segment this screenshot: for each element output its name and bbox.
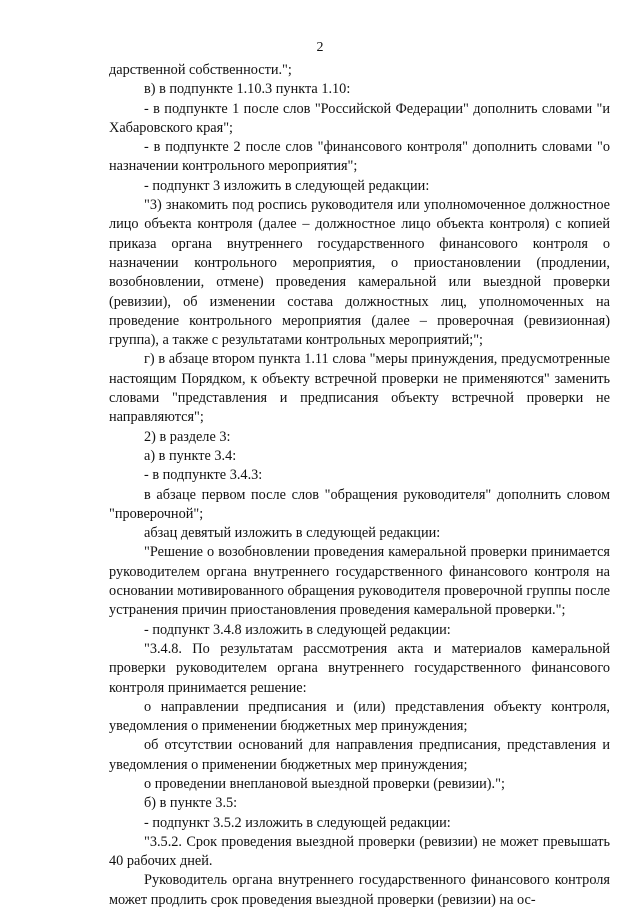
page-number: 2 (316, 40, 324, 55)
document-paragraph: Руководитель органа внутреннего государственного финансового контроля может продлить срок проведения выездной проверки (ревизии) на ос- (109, 872, 610, 908)
document-paragraph: о проведении внеплановой выездной проверки (ревизии)."; (144, 775, 505, 792)
document-paragraph: - в подпункте 2 после слов "финансового контроля" дополнить словами "о назначении контрольного мероприятия"; (109, 139, 610, 175)
document-paragraph: "3) знакомить под роспись руководителя или уполномоченное должностное лицо объекта контроля (далее – должностное лицо объекта контроля) с копией приказа органа внутреннего государственного финансового контроля о назначении контрольного мероприятия, о приостановлении (продлении, возобновлении, отмене) проведения камеральной или выездной проверки (ревизии), об изменении состава должностных лиц, уполномоченных на проведение контрольного мероприятия (далее – проверочная (ревизионная) группа), а также с результатами контрольных мероприятий;"; (109, 197, 610, 349)
document-paragraph: - подпункт 3 изложить в следующей редакции: (144, 177, 430, 194)
document-paragraph: - подпункт 3.5.2 изложить в следующей редакции: (144, 814, 451, 831)
document-paragraph: "Решение о возобновлении проведения камеральной проверки принимается руководителем органа внутреннего государственного финансового контроля на основании мотивированного обращения руководителя проверочной группы после устранения причин приостановления проведения камеральной проверки."; (109, 544, 610, 619)
document-paragraph: об отсутствии оснований для направления предписания, представления и уведомления о применении бюджетных мер принуждения; (109, 737, 610, 773)
document-paragraph: а) в пункте 3.4: (144, 447, 237, 464)
document-paragraph: б) в пункте 3.5: (144, 795, 238, 812)
document-paragraph: "3.5.2. Срок проведения выездной проверки (ревизии) не может превышать 40 рабочих дней. (109, 833, 610, 870)
document-body (109, 61, 610, 910)
document-paragraph: в) в подпункте 1.10.3 пункта 1.10: (144, 81, 351, 98)
document-paragraph: дарственной собственности."; (109, 62, 292, 78)
document-paragraph: "3.4.8. По результатам рассмотрения акта и материалов камеральной проверки руководителем органа внутреннего государственного финансового контроля принимается решение: (109, 640, 610, 696)
document-paragraph: - в подпункте 3.4.3: (144, 467, 263, 484)
document-paragraph: 2) в разделе 3: (144, 428, 231, 445)
document-paragraph: - подпункт 3.4.8 изложить в следующей редакции: (144, 621, 451, 638)
document-paragraph: г) в абзаце втором пункта 1.11 слова "меры принуждения, предусмотренные настоящим Порядком, к объекту встречной проверки не применяются" заменить словами "представления и предписания объекту встречной проверки не направляются"; (109, 351, 610, 426)
document-paragraph: в абзаце первом после слов "обращения руководителя" дополнить словом "проверочной"; (109, 486, 610, 522)
document-paragraph: абзац девятый изложить в следующей редакции: (144, 525, 441, 542)
document-paragraph: - в подпункте 1 после слов "Российской Федерации" дополнить словами "и Хабаровского края"; (109, 100, 610, 136)
document-paragraph: о направлении предписания и (или) представления объекту контроля, уведомления о применении бюджетных мер принуждения; (109, 698, 610, 735)
